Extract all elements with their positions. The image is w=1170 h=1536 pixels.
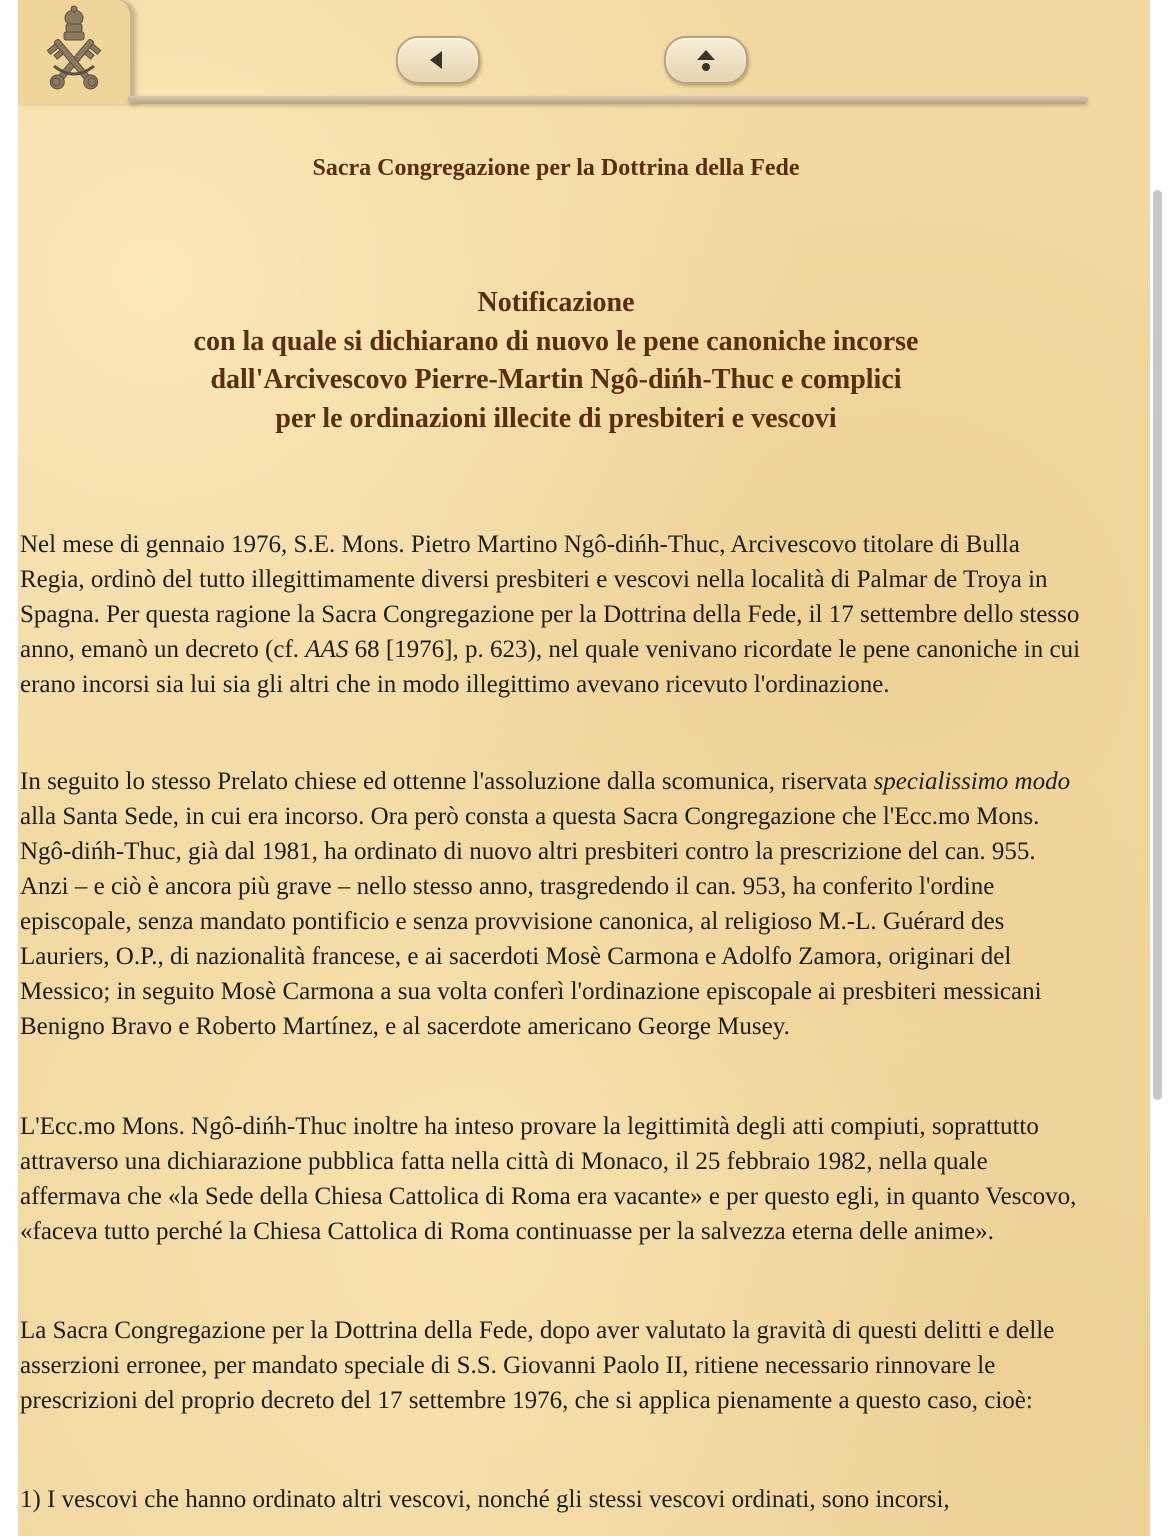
notification-title: [20, 284, 1092, 438]
congregation-heading: Sacra Congregazione per la Dottrina della Fede: [312, 155, 800, 181]
paragraph-1-text-a: Nel mese di gennaio 1976, S.E. Mons. Pietro Martino Ngô-dińh-Thuc, Arcivescovo titolare di Bulla Regia, ordinò del tutto illegittimamente diversi presbiteri e vescovi nella località di Palmar de Troya in Spagna. Per questa ragione la Sacra Congregazione per la Dottrina della Fede, il 17 settembre dello stesso anno, emanò un decreto (cf.: [20, 531, 1080, 663]
paragraph-2-text-b: alla Santa Sede, in cui era incorso. Ora però consta a questa Sacra Congregazione che l'Ecc.mo Mons. Ngô-dińh-Thuc, già dal 1981, ha ordinato di nuovo altri presbiteri contro la prescrizione del can. 955. Anzi – e ciò è ancora più grave – nello stesso anno, trasgredendo il can. 953, ha conferito l'ordine episcopale, senza mandato pontificio e senza provvisione canonica, al religioso M.-L. Guérard des Lauriers, O.P., di nazionalità francese, e ai sacerdoti Mosè Carmona e Adolfo Zamora, originari del Messico; in seguito Mosè Carmona a sua volta conferì l'ordinazione episcopale ai presbiteri messicani Benigno Bravo e Roberto Martínez, e al sacerdote americano George Musey.: [20, 803, 1042, 1040]
paragraph-5: 1) I vescovi che hanno ordinato altri vescovi, nonché gli stessi vescovi ordinati, sono incorsi,: [20, 1486, 950, 1513]
title-line-1: Notificazione: [477, 287, 635, 318]
paragraph-1-text-b: 68 [1976], p. 623), nel quale venivano ricordate le pene canoniche in cui erano incorsi sia lui sia gli altri che in modo illegittimo avevano ricevuto l'ordinazione.: [20, 636, 1081, 698]
paragraph-3: L'Ecc.mo Mons. Ngô-dińh-Thuc inoltre ha inteso provare la legittimità degli atti compiuti, soprattutto attraverso una dichiarazione pubblica fatta nella città di Monaco, il 25 febbraio 1982, nella quale affermava che «la Sede della Chiesa Cattolica di Roma era vacante» e per questo egli, in quanto Vescovo, «faceva tutto perché la Chiesa Cattolica di Roma continuasse per la salvezza eterna delle anime».: [20, 1113, 1077, 1245]
back-button[interactable]: [396, 36, 480, 84]
aas-citation: AAS: [305, 636, 349, 663]
paragraph-2-text-a: In seguito lo stesso Prelato chiese ed ottenne l'assoluzione dalla scomunica, riservata: [20, 768, 874, 795]
paragraph-2: [20, 764, 1088, 1044]
vertical-scrollbar[interactable]: [1153, 190, 1162, 1100]
specialissimo-modo-term: specialissimo modo: [873, 768, 1071, 795]
arrow-left-icon: [398, 38, 478, 82]
up-button[interactable]: [664, 36, 748, 84]
paragraph-4: La Sacra Congregazione per la Dottrina della Fede, dopo aver valutato la gravità di questi delitti e delle asserzioni erronee, per mandato speciale di S.S. Giovanni Paolo II, ritiene necessario rinnovare le prescrizioni del proprio decreto del 17 settembre 1976, che si applica pienamente a questo caso, cioè:: [20, 1317, 1055, 1414]
header-divider: [128, 96, 1088, 104]
title-line-4: per le ordinazioni illecite di presbiteri e vescovi: [275, 402, 837, 434]
title-line-3: dall'Arcivescovo Pierre-Martin Ngô-dińh-Thuc e complici: [210, 364, 902, 395]
title-line-2: con la quale si dichiarano di nuovo le pene canoniche incorse: [193, 325, 919, 357]
arrow-up-icon: [666, 38, 746, 82]
paragraph-1: [20, 527, 1088, 702]
papal-coat-of-arms-icon[interactable]: [24, 4, 124, 100]
